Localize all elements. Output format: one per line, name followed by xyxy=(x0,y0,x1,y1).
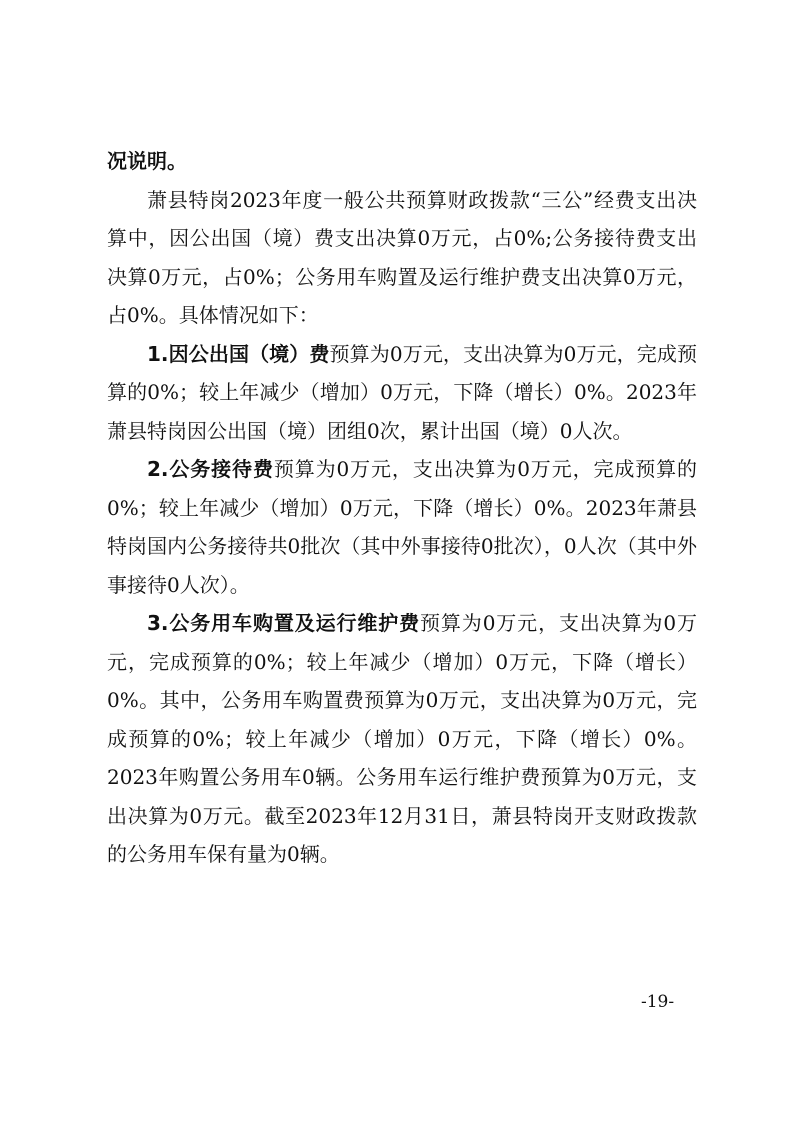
official-vehicle-body: 预算为0万元，支出决算为0万元，完成预算的0%；较上年减少（增加）0万元，下降（增长）0%。其中，公务用车购置费预算为0万元，支出决算为0万元，完成预算的0%；较上年减少（增加）0万元，下降（增长）0%。2023年购置公务用车0辆。公务用车运行维护费预算为0万元，支出决算为0万元。截至2023年12月31日，萧县特岗开支财政拨款的公务用车保有量为0辆。 xyxy=(107,611,697,866)
official-vehicle-paragraph xyxy=(107,604,697,874)
overseas-travel-lead: 1.因公出国（境）费 xyxy=(147,341,330,366)
overseas-travel-body: 预算为0万元，支出决算为0万元，完成预算的0%；较上年减少（增加）0万元，下降（增长）0%。2023年萧县特岗因公出国（境）团组0次，累计出国（境）0人次。 xyxy=(107,341,698,443)
summary-paragraph xyxy=(107,181,697,335)
overseas-travel-paragraph xyxy=(107,335,697,451)
official-vehicle-lead: 3.公务用车购置及运行维护费 xyxy=(147,611,421,635)
section-heading-tail: 况说明。 xyxy=(107,149,187,173)
summary-paragraph-body: 萧县特岗2023年度一般公共预算财政拨款“三公”经费支出决算中，因公出国（境）费支出决算0万元，占0%;公务接待费支出决算0万元，占0%；公务用车购置及运行维护费支出决算0万元，占0%。具体情况如下： xyxy=(107,187,697,327)
document-body xyxy=(107,142,697,874)
page-number: -19- xyxy=(641,992,675,1012)
official-reception-paragraph xyxy=(107,450,697,604)
official-reception-lead: 2.公务接待费 xyxy=(147,457,274,481)
official-reception-body: 预算为0万元，支出决算为0万元，完成预算的0%；较上年减少（增加）0万元，下降（增长）0%。2023年萧县特岗国内公务接待共0批次（其中外事接待0批次），0人次（其中外事接待0人次）。 xyxy=(107,457,698,597)
